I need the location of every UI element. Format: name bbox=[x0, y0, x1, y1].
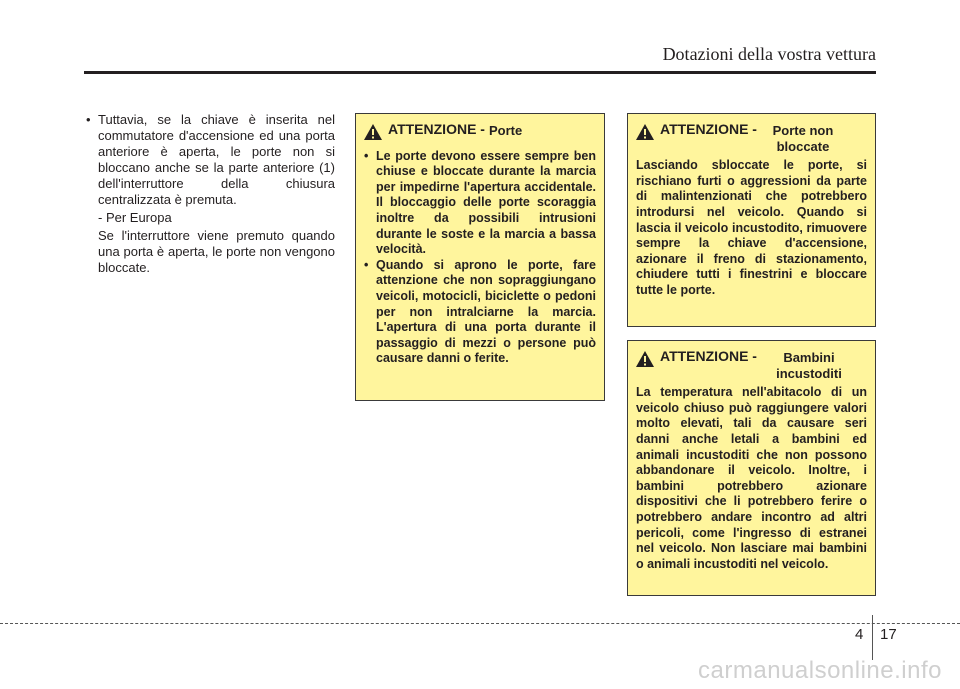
warning-triangle-icon bbox=[636, 124, 660, 145]
page-number-separator bbox=[872, 615, 873, 660]
warning-box-porte-non-bloccate bbox=[627, 113, 876, 327]
warning-subject: Porte bbox=[488, 123, 523, 138]
header-rule bbox=[84, 71, 876, 74]
bullet-paragraph: • Tuttavia, se la chiave è inserita nel commutatore d'accensione ed una porta anteriore è aperta, le porte non si bloccano anche se la parte anteriore (1) dell'interruttore della chiusura centralizzata è premuta. bbox=[84, 112, 335, 208]
section-title: Dotazioni della vostra vettura bbox=[662, 44, 876, 64]
warning-word: ATTENZIONE - bbox=[660, 121, 757, 137]
warning-word: ATTENZIONE - bbox=[660, 348, 757, 364]
footer-rule bbox=[0, 623, 960, 624]
warning-bullet: • Quando si aprono le porte, fare attenzione che non sopraggiungano veicoli, motocicli, biciclette o pedoni per non intralciarne la marcia. L'apertura di una porta durante il passaggio di mezzi o persone può causare danni o ferite. bbox=[364, 258, 596, 367]
warning-header bbox=[636, 122, 867, 154]
chapter-number: 4 bbox=[855, 626, 864, 643]
warning-header bbox=[364, 122, 596, 145]
warning-box-porte bbox=[355, 113, 605, 401]
warning-bullet: • Le porte devono essere sempre ben chiuse e bloccate durante la marcia per impedirne l'apertura accidentale. Il bloccaggio delle porte scoraggia inoltre da possibili intrusioni durante le soste e la marcia a bassa velocità. bbox=[364, 149, 596, 258]
warning-word: ATTENZIONE - bbox=[388, 121, 485, 137]
warning-body: Lasciando sbloccate le porte, si rischiano furti o aggressioni da parte di malintenzionati che potrebbero introdursi nel veicolo. Quando si lascia il veicolo incustodito, rimuovere sempre la chiave d'accensione, azionare il freno di stazionamento, chiudere tutti i finestrini e bloccare tutte le porte. bbox=[636, 158, 867, 297]
warning-box-bambini-incustoditi bbox=[627, 340, 876, 596]
warning-header bbox=[636, 349, 867, 381]
warning-subject: Bambini incustoditi bbox=[776, 350, 842, 381]
warning-subject: Porte non bloccate bbox=[772, 123, 834, 154]
sub-heading: - Per Europa bbox=[98, 210, 172, 225]
warning-triangle-icon bbox=[364, 124, 388, 145]
sub-paragraph: Se l'interruttore viene premuto quando una porta è aperta, le porte non vengono bloccate. bbox=[98, 228, 335, 275]
warning-triangle-icon bbox=[636, 351, 660, 372]
watermark: carmanualsonline.info bbox=[698, 657, 942, 684]
warning-body: La temperatura nell'abitacolo di un veicolo chiuso può raggiungere valori molto elevati, tali da causare seri danni anche letali a bambini ed animali incustoditi che non possono abbandonare il veicolo. Inoltre, i bambini potrebbero azionare dispositivi che li potrebbero ferire o potrebbero andare incontro ad altri pericoli, come l'ingresso di estranei nel veicolo. Non lasciare mai bambini o animali incustoditi nel veicolo. bbox=[636, 385, 867, 571]
left-column bbox=[84, 112, 335, 278]
page-number: 17 bbox=[880, 626, 897, 643]
